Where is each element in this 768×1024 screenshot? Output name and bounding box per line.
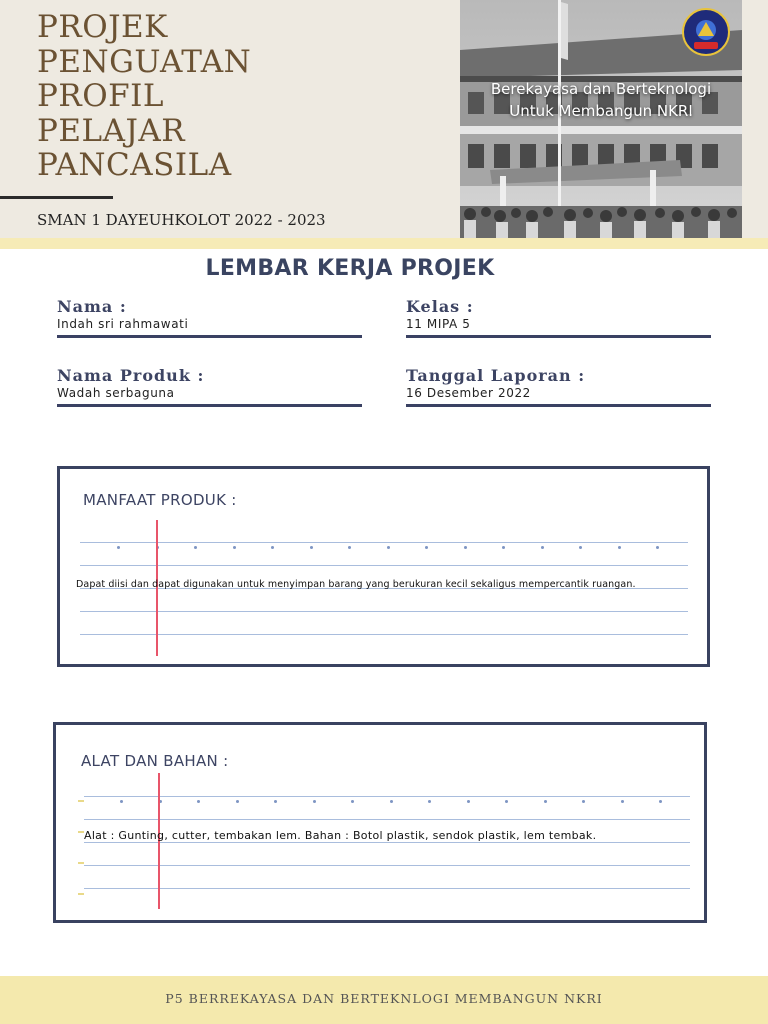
- dot: [120, 800, 123, 803]
- footer-text: P5 BERREKAYASA DAN BERTEKNLOGI MEMBANGUN NKRI: [165, 991, 603, 1006]
- caption-line: Berekayasa dan Berteknologi: [490, 80, 712, 98]
- photo-caption: [460, 78, 742, 122]
- dot: [505, 800, 508, 803]
- alat-text: Alat : Gunting, cutter, tembakan lem. Bahan : Botol plastik, sendok plastik, lem tembak.: [84, 829, 597, 842]
- produk-label: Nama Produk :: [57, 366, 205, 385]
- dot: [236, 800, 239, 803]
- dot: [582, 800, 585, 803]
- dot: [425, 546, 428, 549]
- footer: [0, 976, 768, 1024]
- dot: [656, 546, 659, 549]
- ruled-line: [84, 819, 690, 820]
- dot: [579, 546, 582, 549]
- dot: [387, 546, 390, 549]
- caption-line: Untuk Membangun NKRI: [509, 102, 693, 120]
- dot: [621, 800, 624, 803]
- dot: [233, 546, 236, 549]
- nama-value: Indah sri rahmawati: [57, 317, 189, 331]
- dot: [194, 546, 197, 549]
- nama-field: [57, 298, 362, 331]
- kelas-field: [406, 298, 711, 331]
- ruled-line: [84, 865, 690, 866]
- dot: [348, 546, 351, 549]
- title-line: PENGUATAN: [37, 43, 252, 80]
- sheet-title: LEMBAR KERJA PROJEK: [205, 256, 495, 281]
- project-title: [37, 10, 251, 183]
- nama-label: Nama :: [57, 297, 127, 316]
- dot-row: [80, 546, 688, 550]
- header: [0, 0, 768, 238]
- kelas-value: 11 MIPA 5: [406, 317, 471, 331]
- tanggal-value: 16 Desember 2022: [406, 386, 531, 400]
- school-photo: [460, 0, 742, 238]
- ruled-line: [80, 542, 688, 543]
- ruled-line: [80, 611, 688, 612]
- kelas-label: Kelas :: [406, 297, 474, 316]
- dot: [197, 800, 200, 803]
- ruled-line: [80, 634, 688, 635]
- tanggal-field: [406, 367, 711, 400]
- tick: [78, 862, 84, 864]
- produk-field: [57, 367, 362, 400]
- dot: [310, 546, 313, 549]
- dot: [274, 800, 277, 803]
- tanggal-underline: [406, 404, 711, 407]
- dot: [618, 546, 621, 549]
- dot: [544, 800, 547, 803]
- dot: [464, 546, 467, 549]
- dot: [351, 800, 354, 803]
- ruled-line: [84, 888, 690, 889]
- title-line: PROJEK: [37, 9, 168, 45]
- dot: [390, 800, 393, 803]
- produk-value: Wadah serbaguna: [57, 386, 175, 400]
- header-band: [0, 238, 768, 249]
- dot: [271, 546, 274, 549]
- ruled-line: [84, 796, 690, 797]
- dot: [428, 800, 431, 803]
- ruled-line: [84, 842, 690, 843]
- title-divider: [0, 196, 113, 199]
- dot: [117, 546, 120, 549]
- dot: [502, 546, 505, 549]
- manfaat-label: MANFAAT PRODUK :: [83, 491, 237, 509]
- nama-underline: [57, 335, 362, 338]
- ruled-line: [80, 565, 688, 566]
- dot: [659, 800, 662, 803]
- tick: [78, 893, 84, 895]
- dot-row: [84, 800, 690, 804]
- alat-label: ALAT DAN BAHAN :: [81, 752, 229, 770]
- title-line: PANCASILA: [37, 147, 232, 183]
- school-name: SMAN 1 DAYEUHKOLOT 2022 - 2023: [37, 211, 326, 229]
- tick: [78, 800, 84, 802]
- dot: [313, 800, 316, 803]
- produk-underline: [57, 404, 362, 407]
- kelas-underline: [406, 335, 711, 338]
- school-logo-icon: [682, 8, 730, 56]
- tanggal-label: Tanggal Laporan :: [406, 366, 586, 385]
- title-line: PELAJAR: [37, 112, 186, 149]
- dot: [541, 546, 544, 549]
- dot: [467, 800, 470, 803]
- title-line: PROFIL: [37, 78, 164, 114]
- manfaat-text: Dapat diisi dan dapat digunakan untuk menyimpan barang yang berukuran kecil sekaligus mempercantik ruangan.: [76, 579, 636, 590]
